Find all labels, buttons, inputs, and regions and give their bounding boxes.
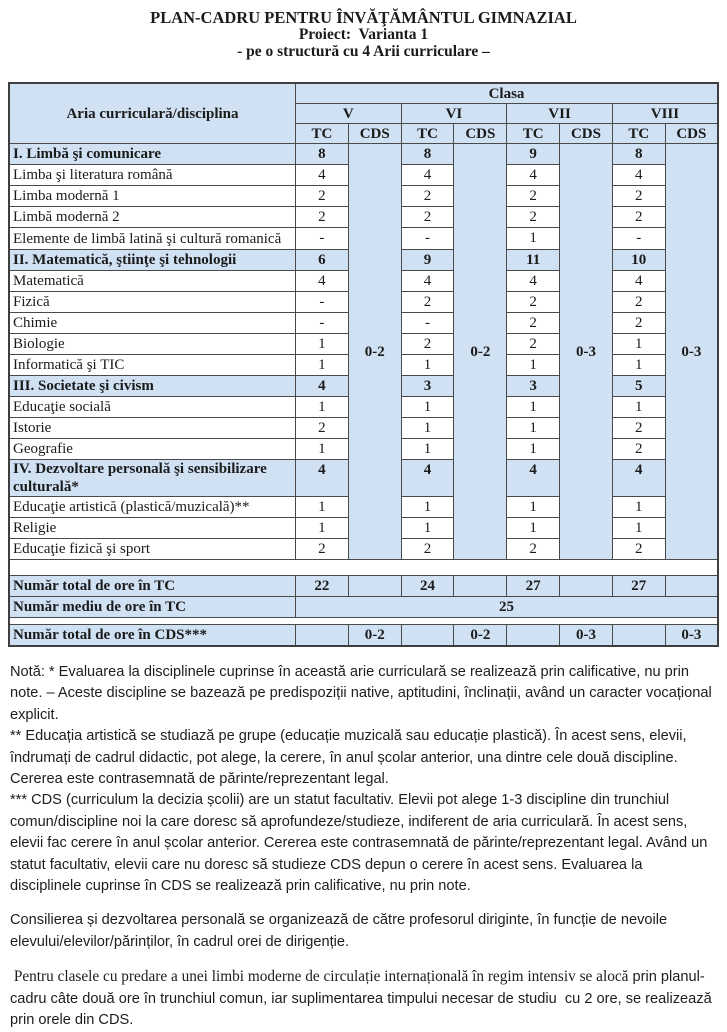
total-cds-value: 0-2 — [348, 625, 401, 647]
tc-value-cell: 2 — [401, 539, 454, 560]
total-tc-cds-empty — [665, 576, 718, 597]
total-cds-value: 0-2 — [454, 625, 507, 647]
tc-value-cell: 2 — [401, 292, 454, 313]
total-cds-row-label: Număr total de ore în CDS*** — [9, 625, 296, 647]
total-tc-row — [9, 576, 718, 597]
section-label: I. Limbă şi comunicare — [9, 144, 296, 165]
tc-value-cell: 4 — [401, 460, 454, 497]
title-subtitle-project: Proiect: Varianta 1 — [298, 26, 429, 43]
tc-value-cell: 2 — [296, 186, 349, 207]
discipline-label: Istorie — [9, 418, 296, 439]
section-label: II. Matematică, ştiinţe şi tehnologii — [9, 250, 296, 271]
tc-value-cell: 4 — [401, 165, 454, 186]
tc-value-cell: 2 — [296, 539, 349, 560]
section-label: III. Societate şi civism — [9, 376, 296, 397]
tc-value-cell: 3 — [507, 376, 560, 397]
total-tc-cds-empty — [348, 576, 401, 597]
discipline-label: Religie — [9, 518, 296, 539]
tc-value-cell: 2 — [507, 207, 560, 228]
document-title-block — [0, 0, 727, 60]
tc-value-cell: 4 — [296, 271, 349, 292]
tc-value-cell: 2 — [296, 418, 349, 439]
discipline-label: Elemente de limbă latină şi cultură romanică — [9, 228, 296, 250]
discipline-label: Fizică — [9, 292, 296, 313]
average-tc-value: 25 — [296, 597, 719, 618]
cds-header-v: CDS — [348, 124, 401, 144]
total-cds-tc-empty — [507, 625, 560, 647]
tc-value-cell: 8 — [296, 144, 349, 165]
total-cds-tc-empty — [612, 625, 665, 647]
note-paragraph-consiliere: Consilierea și dezvoltarea personală se organizează de către profesorul diriginte, în funcție de nevoile elevului/elevilor/părinților, în cadrul orei de dirigenție. — [10, 912, 672, 950]
note-paragraph-double-asterisk: ** Educația artistică se studiază pe grupe (educație muzicală sau educație plastică). În acest sens, elevii, îndrumați de cadrul didactic, pot alege, la cerere, în anul școlar anterior, una dintre cele două discipline. Cererea este contrasemnată de părinte/reprezentant legal. — [10, 728, 691, 788]
tc-value-cell: 1 — [296, 497, 349, 518]
tc-value-cell: - — [612, 228, 665, 250]
tc-value-cell: 2 — [612, 313, 665, 334]
notes-section — [10, 662, 715, 1032]
tc-value-cell: 4 — [612, 165, 665, 186]
total-tc-value: 22 — [296, 576, 349, 597]
tc-value-cell: 1 — [612, 497, 665, 518]
tc-value-cell: 1 — [296, 439, 349, 460]
section-row — [9, 144, 718, 165]
discipline-label: Matematică — [9, 271, 296, 292]
tc-value-cell: - — [401, 228, 454, 250]
tc-value-cell: 1 — [296, 397, 349, 418]
cds-header-vi: CDS — [454, 124, 507, 144]
tc-value-cell: 2 — [507, 292, 560, 313]
tc-value-cell: 8 — [612, 144, 665, 165]
table-body — [9, 144, 718, 647]
note-limbi-rest-segment: prin planul-cadru câte două ore în trunchiul comun, iar suplimentarea timpului necesar de studiu cu 2 ore, se realizează prin orele din CDS. — [10, 969, 716, 1029]
cds-span-cell: 0-3 — [560, 144, 613, 560]
plan-cadru-table — [8, 82, 719, 647]
tc-value-cell: 1 — [612, 518, 665, 539]
cds-span-cell: 0-3 — [665, 144, 718, 560]
tc-value-cell: 2 — [401, 334, 454, 355]
discipline-label: Informatică şi TIC — [9, 355, 296, 376]
tc-value-cell: 2 — [612, 207, 665, 228]
note-limbi-serif-segment: Pentru clasele cu predare a unei limbi moderne de circulație internațională în regim intensiv se alocă — [10, 968, 629, 986]
tc-value-cell: 1 — [507, 397, 560, 418]
tc-value-cell: 1 — [612, 355, 665, 376]
total-cds-tc-empty — [401, 625, 454, 647]
tc-header-viii: TC — [612, 124, 665, 144]
tc-value-cell: 1 — [507, 518, 560, 539]
tc-value-cell: 2 — [507, 334, 560, 355]
tc-value-cell: 2 — [612, 186, 665, 207]
cds-header-vii: CDS — [560, 124, 613, 144]
average-tc-row — [9, 597, 718, 618]
tc-value-cell: 1 — [507, 439, 560, 460]
note-paragraph-limbi-moderne — [10, 966, 715, 1031]
class-header-vi: VI — [401, 104, 507, 124]
discipline-label: Chimie — [9, 313, 296, 334]
total-cds-tc-empty — [296, 625, 349, 647]
tc-value-cell: 1 — [612, 397, 665, 418]
tc-value-cell: 1 — [401, 397, 454, 418]
empty-spacer-row-cell — [9, 560, 718, 576]
tc-value-cell: - — [296, 292, 349, 313]
tc-value-cell: 1 — [507, 418, 560, 439]
discipline-label: Limba şi literatura română — [9, 165, 296, 186]
title-subtitle-structure: - pe o structură cu 4 Arii curriculare – — [237, 43, 490, 60]
tc-value-cell: - — [401, 313, 454, 334]
tc-header-vi: TC — [401, 124, 454, 144]
note-paragraph-cds: *** CDS (curriculum la decizia școlii) are un statut facultativ. Elevii pot alege 1-3 discipline din trunchiul comun/discipline noi la care doresc să aprofundeze/studieze, indiferent de aria curriculară. În acest sens, elevii fac cerere în anul școlar anterior. Cererea este contrasemnată de părinte/reprezentant legal. Având un statut facultativ, elevii care nu doresc să studieze CDS depun o cerere în acest sens. Evaluarea la disciplinele cuprinse în CDS se realizează prin calificative, nu prin note. — [10, 792, 712, 895]
total-cds-value: 0-3 — [560, 625, 613, 647]
average-tc-row-label: Număr mediu de ore în TC — [9, 597, 296, 618]
tc-value-cell: 2 — [401, 207, 454, 228]
empty-spacer-row — [9, 560, 718, 576]
tc-value-cell: 4 — [507, 460, 560, 497]
cds-header-viii: CDS — [665, 124, 718, 144]
tc-value-cell: 1 — [296, 518, 349, 539]
total-tc-value: 27 — [507, 576, 560, 597]
total-tc-value: 27 — [612, 576, 665, 597]
tc-value-cell: 1 — [401, 355, 454, 376]
corner-header-aria-curriculara: Aria curriculară/disciplina — [9, 83, 296, 144]
tc-value-cell: 2 — [507, 313, 560, 334]
tc-value-cell: 8 — [401, 144, 454, 165]
clasa-header: Clasa — [296, 83, 719, 104]
discipline-label: Educaţie socială — [9, 397, 296, 418]
tc-value-cell: 4 — [507, 165, 560, 186]
tc-value-cell: 2 — [507, 186, 560, 207]
tc-value-cell: 3 — [401, 376, 454, 397]
tc-value-cell: 4 — [296, 460, 349, 497]
discipline-label: Biologie — [9, 334, 296, 355]
discipline-label: Geografie — [9, 439, 296, 460]
tc-header-v: TC — [296, 124, 349, 144]
tc-value-cell: 6 — [296, 250, 349, 271]
tc-value-cell: 1 — [507, 355, 560, 376]
total-tc-cds-empty — [454, 576, 507, 597]
section-label: IV. Dezvoltare personală şi sensibilizare culturală* — [9, 460, 296, 497]
class-header-v: V — [296, 104, 402, 124]
tc-value-cell: 1 — [507, 228, 560, 250]
tc-value-cell: 1 — [612, 334, 665, 355]
tc-value-cell: 2 — [612, 292, 665, 313]
thin-spacer-row — [9, 618, 718, 625]
tc-value-cell: 2 — [401, 186, 454, 207]
page-title: PLAN-CADRU PENTRU ÎNVĂŢĂMÂNTUL GIMNAZIAL — [150, 8, 577, 27]
cds-span-cell: 0-2 — [348, 144, 401, 560]
total-cds-value: 0-3 — [665, 625, 718, 647]
tc-value-cell: 2 — [296, 207, 349, 228]
tc-value-cell: 1 — [401, 497, 454, 518]
tc-value-cell: 9 — [507, 144, 560, 165]
table-header — [9, 83, 718, 144]
tc-value-cell: 2 — [612, 418, 665, 439]
tc-value-cell: 2 — [612, 439, 665, 460]
tc-value-cell: 4 — [612, 460, 665, 497]
header-row-clasa — [9, 83, 718, 104]
cds-span-cell: 0-2 — [454, 144, 507, 560]
tc-value-cell: 1 — [507, 497, 560, 518]
tc-value-cell: - — [296, 313, 349, 334]
total-tc-value: 24 — [401, 576, 454, 597]
discipline-label: Limbă modernă 2 — [9, 207, 296, 228]
tc-value-cell: 10 — [612, 250, 665, 271]
tc-value-cell: 1 — [296, 355, 349, 376]
tc-value-cell: 4 — [296, 376, 349, 397]
tc-value-cell: 5 — [612, 376, 665, 397]
class-header-viii: VIII — [612, 104, 718, 124]
tc-header-vii: TC — [507, 124, 560, 144]
discipline-label: Limba modernă 1 — [9, 186, 296, 207]
tc-value-cell: 1 — [401, 439, 454, 460]
tc-value-cell: 4 — [296, 165, 349, 186]
tc-value-cell: 2 — [612, 539, 665, 560]
tc-value-cell: - — [296, 228, 349, 250]
tc-value-cell: 4 — [401, 271, 454, 292]
discipline-label: Educaţie fizică şi sport — [9, 539, 296, 560]
note-paragraph-asterisk: Notă: * Evaluarea la disciplinele cuprinse în această arie curriculară se realizează prin calificative, nu prin note. – Aceste discipline se bazează pe predispoziții native, aptitudini, înclinații, având un caracter vocațional explicit. — [10, 664, 716, 723]
tc-value-cell: 1 — [401, 418, 454, 439]
total-tc-cds-empty — [560, 576, 613, 597]
total-tc-row-label: Număr total de ore în TC — [9, 576, 296, 597]
class-header-vii: VII — [507, 104, 613, 124]
total-cds-row — [9, 625, 718, 647]
tc-value-cell: 11 — [507, 250, 560, 271]
thin-spacer-row-cell — [9, 618, 718, 625]
tc-value-cell: 9 — [401, 250, 454, 271]
tc-value-cell: 1 — [401, 518, 454, 539]
discipline-label: Educaţie artistică (plastică/muzicală)** — [9, 497, 296, 518]
tc-value-cell: 1 — [296, 334, 349, 355]
tc-value-cell: 2 — [507, 539, 560, 560]
tc-value-cell: 4 — [612, 271, 665, 292]
tc-value-cell: 4 — [507, 271, 560, 292]
